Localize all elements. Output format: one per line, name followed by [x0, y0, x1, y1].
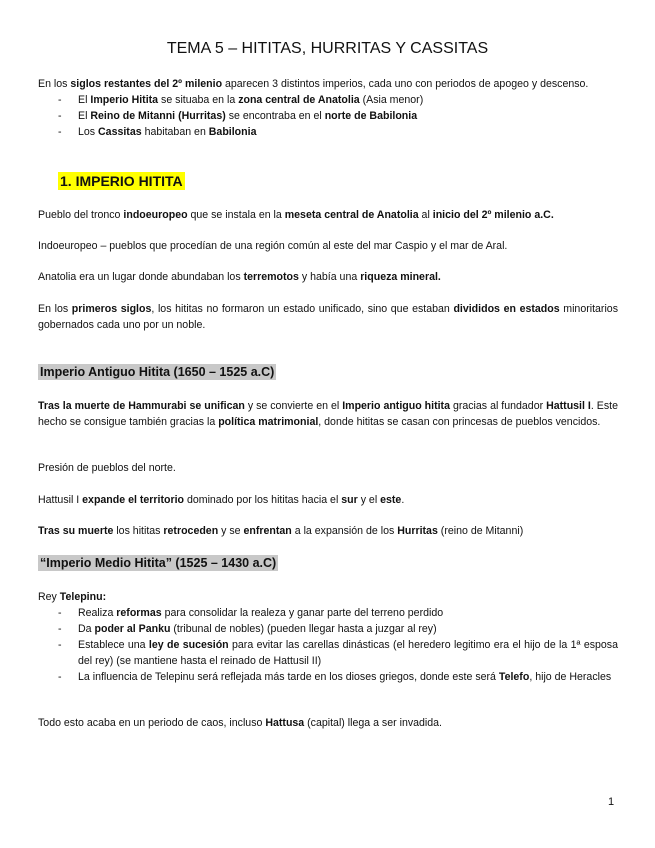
- paragraph: Todo esto acaba en un periodo de caos, incluso Hattusa (capital) llega a ser invadida.: [38, 717, 442, 729]
- page-title: TEMA 5 – HITITAS, HURRITAS Y CASSITAS: [166, 40, 489, 57]
- list-item: - La influencia de Telepinu será reflejada más tarde en los dioses griegos, donde este será Telefo, hijo de Heracles: [58, 671, 612, 683]
- paragraph: Presión de pueblos del norte.: [38, 462, 176, 474]
- paragraph: Tras su muerte los hititas retroceden y se enfrentan a la expansión de los Hurritas (reino de Mitanni): [38, 525, 524, 537]
- section-heading-imperio-antiguo: Imperio Antiguo Hitita (1650 – 1525 a.C): [40, 365, 275, 379]
- list-item: - Los Cassitas habitaban en Babilonia: [58, 126, 257, 138]
- paragraph: Tras la muerte de Hammurabi se unifican y se convierte en el Imperio antiguo hitita gracias al fundador Hattusil I. Este hecho se consigue también gracias la política matrimonial, donde hititas se casan con princesas de pueblos vencidos.: [38, 400, 618, 428]
- intro-list: [38, 92, 618, 140]
- list-item: - Establece una ley de sucesión para evitar las carellas dinásticas (el heredero legitimo era el hijo de la 1ª esposa del rey) (se mantiene hasta el reinado de Hattusil II): [58, 639, 618, 667]
- paragraph: En los primeros siglos, los hititas no formaron un estado unificado, sino que estaban divididos en estados minoritarios gobernados cada uno por un noble.: [38, 303, 618, 331]
- paragraph: Anatolia era un lugar donde abundaban los terremotos y había una riqueza mineral.: [38, 271, 441, 283]
- paragraph: Hattusil I expande el territorio dominado por los hititas hacia el sur y el este.: [38, 494, 405, 506]
- section-heading-imperio-hitita: 1. IMPERIO HITITA: [60, 173, 183, 189]
- page-number: 1: [608, 796, 615, 808]
- paragraph: Rey Telepinu:: [38, 591, 107, 603]
- section-heading-imperio-medio: “Imperio Medio Hitita” (1525 – 1430 a.C): [40, 556, 277, 570]
- list-item: - El Imperio Hitita se situaba en la zona central de Anatolia (Asia menor): [58, 94, 424, 106]
- intro-paragraph: En los siglos restantes del 2º milenio aparecen 3 distintos imperios, cada uno con periodos de apogeo y descenso.: [38, 78, 589, 90]
- reforms-list: [38, 605, 618, 685]
- paragraph: Pueblo del tronco indoeuropeo que se instala en la meseta central de Anatolia al inicio del 2º milenio a.C.: [38, 209, 554, 221]
- list-item: - Da poder al Panku (tribunal de nobles) (pueden llegar hasta a juzgar al rey): [58, 623, 437, 635]
- list-item: - Realiza reformas para consolidar la realeza y ganar parte del terreno perdido: [58, 607, 444, 619]
- paragraph: Indoeuropeo – pueblos que procedían de una región común al este del mar Caspio y el mar de Aral.: [38, 240, 508, 252]
- list-item: - El Reino de Mitanni (Hurritas) se encontraba en el norte de Babilonia: [58, 110, 418, 122]
